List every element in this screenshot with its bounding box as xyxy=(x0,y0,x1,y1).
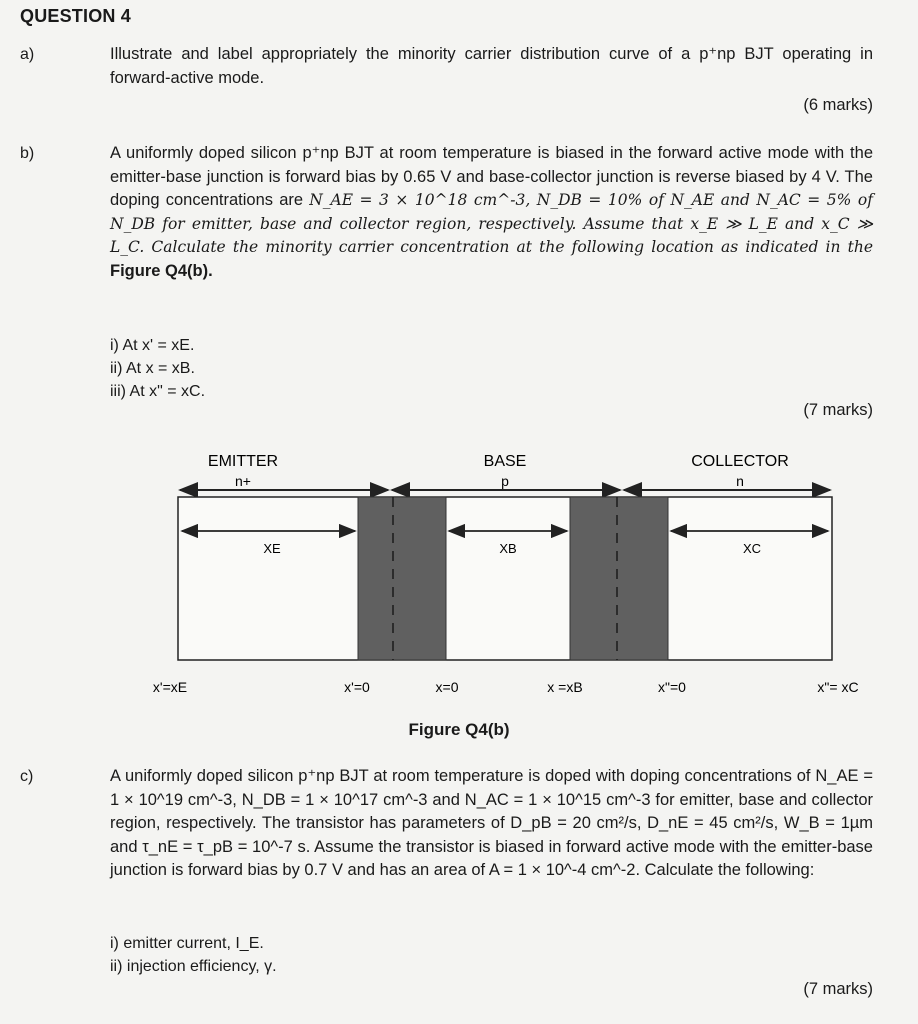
part-b-item-1: i) At x' = xE. xyxy=(110,337,195,354)
part-a-paragraph: Illustrate and label appropriately the minority carrier distribution curve of a p⁺np BJT operating in forward-active mode. xyxy=(110,45,873,87)
part-b-text xyxy=(110,142,873,283)
base-doping: p xyxy=(501,473,509,489)
part-b-figure-ref: Figure Q4(b). xyxy=(110,261,213,280)
question-title: QUESTION 4 xyxy=(20,6,132,26)
eb-depletion-region xyxy=(358,497,446,660)
pos-x-dprime-0: x"=0 xyxy=(658,679,686,695)
part-b-line1: A uniformly doped silicon p⁺np BJT at room temperature is biased in the forward active mode with the emitter-base junction is forward bias by 0.65 V and base-collector junction is reverse biased by 4 V. The doping concentrations are xyxy=(110,144,873,209)
xe-width-label: XE xyxy=(263,541,281,556)
pos-x-0: x=0 xyxy=(435,679,459,695)
part-b-item-3: iii) At x" = xC. xyxy=(110,383,206,400)
pos-x-dprime-xc: x"= xC xyxy=(817,679,859,695)
xb-width-label: XB xyxy=(499,541,517,556)
pos-x-prime-xe: x'=xE xyxy=(152,679,188,695)
device-bar xyxy=(178,497,832,660)
part-b-marks: (7 marks) xyxy=(803,401,873,419)
part-c-label: c) xyxy=(20,768,34,785)
part-b-items xyxy=(110,334,205,403)
part-c-item-2: ii) injection efficiency, γ. xyxy=(110,958,277,975)
part-c-text xyxy=(110,765,873,883)
part-c-marks: (7 marks) xyxy=(803,980,873,998)
bjt-figure xyxy=(0,440,918,715)
figure-caption: Figure Q4(b) xyxy=(408,720,510,739)
collector-label: COLLECTOR xyxy=(691,453,789,470)
emitter-doping: n+ xyxy=(235,473,251,489)
part-a-marks: (6 marks) xyxy=(803,96,873,114)
base-label: BASE xyxy=(483,453,527,470)
pos-x-prime-0: x'=0 xyxy=(344,679,370,695)
part-a-label: a) xyxy=(20,46,35,63)
part-b-label: b) xyxy=(20,145,35,162)
part-b-doping-equation: N_AE = 3 × 10^18 cm^-3, N_DB = 10% of N_AE and N_AC = 5% of N_DB for emitter, base and collector region, respectively. Assume that x_E ≫ L_E and x_C ≫ L_C. Calculate the minority carrier concentration at the following location as indicated in the xyxy=(110,191,873,256)
part-a-text xyxy=(110,43,873,90)
part-c-paragraph: A uniformly doped silicon p⁺np BJT at room temperature is doped with doping concentrations of N_AE = 1 × 10^19 cm^-3, N_DB = 1 × 10^17 cm^-3 and N_AC = 1 × 10^15 cm^-3 for emitter, base and collector region, respectively. The transistor has parameters of D_pB = 20 cm²/s, D_nE = 45 cm²/s, W_B = 1µm and τ_nE = τ_pB = 10^-7 s. Assume the transistor is biased in forward active mode with the emitter-base junction is forward bias by 0.7 V and has an area of A = 1 × 10^-4 cm^-2. Calculate the following: xyxy=(110,767,873,879)
part-b-item-2: ii) At x = xB. xyxy=(110,360,195,377)
part-b-paragraph xyxy=(110,142,873,283)
bc-depletion-region xyxy=(570,497,668,660)
part-c-items xyxy=(110,932,277,978)
emitter-label: EMITTER xyxy=(207,453,279,470)
xc-width-label: XC xyxy=(742,541,762,556)
pos-x-xb: x =xB xyxy=(547,679,583,695)
collector-doping: n xyxy=(736,473,744,489)
part-c-item-1: i) emitter current, I_E. xyxy=(110,935,264,952)
